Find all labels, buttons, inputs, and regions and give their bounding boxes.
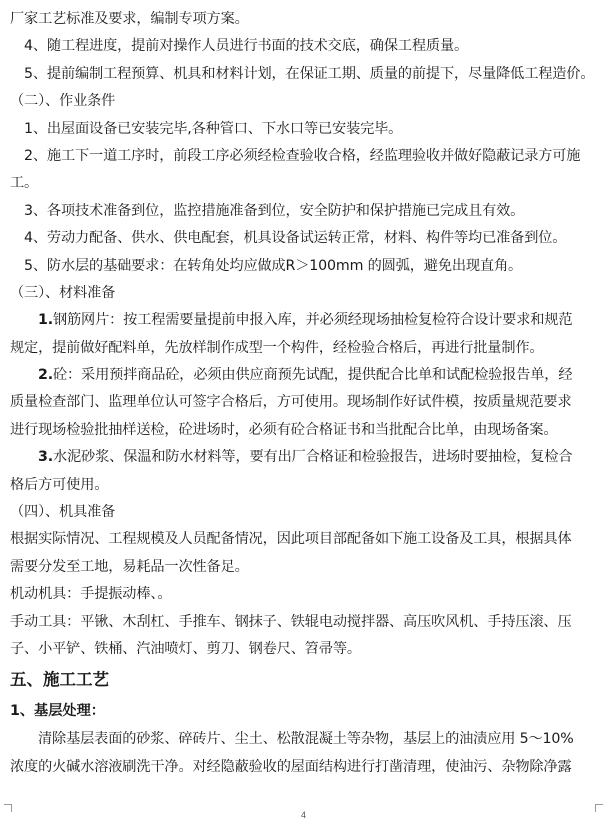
text-line: 浓度的火碱水溶液刷洗干净。对经隐蔽验收的屋面结构进行打凿清理，使油污、杂物除净露 [10, 758, 572, 775]
text-line: 厂家工艺标准及要求，编制专项方案。 [10, 11, 249, 27]
list-item [10, 307, 597, 334]
list-item: 1、出屋面设备已安装完毕,各种管口、下水口等已安装完毕。 [24, 120, 403, 137]
section-heading: （四）、机具准备 [10, 504, 116, 521]
list-item: 5、提前编制工程预算、机具和材料计划，在保证工期、质量的前提下，尽量降低工程造价。 [24, 65, 595, 82]
subsection-heading: 1、基层处理： [10, 703, 105, 720]
text-line: 工。 [10, 175, 39, 192]
chapter-heading: 五、施工工艺 [10, 670, 109, 690]
list-item: 4、劳动力配备、供水、供电配套，机具设备试运转正常，材料、构件等均已准备到位。 [24, 230, 567, 247]
text-line: 根据实际情况、工程规模及人员配备情况，因此项目部配备如下施工设备及工具，根据具体 [10, 531, 572, 548]
text-line: 清除基层表面的砂浆、碎砖片、尘土、松散混凝土等杂物，基层上的油渍应用 5～10% [38, 731, 574, 748]
text-line: 机动机具：手提振动棒、。 [10, 586, 172, 603]
list-item: 2、施工下一道工序时，前段工序必须经检查验收合格，经监理验收并做好隐蔽记录方可施 [24, 147, 581, 164]
page-number: 4 [300, 810, 306, 820]
text-line: 进行现场检验批抽样送检，砼进场时，必须有砼合格证书和当批配合比单，由现场备案。 [10, 421, 558, 438]
list-item: 4、随工程进度，提前对操作人员进行书面的技术交底，确保工程质量。 [24, 38, 469, 55]
list-item: 5、防水层的基础要求：在转角处均应做成R＞100mm 的圆弧，避免出现直角。 [24, 257, 523, 274]
list-item: 3、各项技术准备到位，监控措施准备到位，安全防护和保护措施已完成且有效。 [24, 202, 525, 219]
text-line: 子、小平铲、铁桶、汽油喷灯、剪刀、钢卷尺、笤帚等。 [10, 640, 361, 657]
section-heading: （三）、材料准备 [10, 284, 116, 301]
item-number: 1. [38, 312, 53, 329]
item-text: 砼：采用预拌商品砼，必须由供应商预先试配，提供配合比单和试配检验报告单，经 [52, 367, 573, 384]
text-line: 需要分发至工地，易耗品一次性备足。 [10, 558, 249, 575]
item-number: 2. [38, 367, 53, 384]
text-line: 质量检查部门、监理单位认可签字合格后，方可使用。现场制作好试件模，按质量规范要求 [10, 394, 572, 411]
text-line: 规定，提前做好配料单，先放样制作成型一个构件，经检验合格后，再进行批量制作。 [10, 339, 544, 356]
list-item [10, 362, 597, 389]
item-number: 3. [38, 449, 53, 466]
list-item [10, 444, 597, 471]
text-line: 手动工具：平锹、木刮杠、手推车、钢抹子、铁辊电动搅拌器、高压吹风机、手持压滚、压 [10, 613, 572, 630]
item-text: 水泥砂浆、保温和防水材料等，要有出厂合格证和检验报告，进场时要抽检，复检合 [52, 449, 573, 466]
section-heading: （二）、作业条件 [10, 93, 116, 110]
text-line: 格后方可使用。 [10, 476, 109, 493]
item-text: 钢筋网片：按工程需要量提前申报入库，并必须经现场抽检复检符合设计要求和规范 [52, 312, 573, 329]
